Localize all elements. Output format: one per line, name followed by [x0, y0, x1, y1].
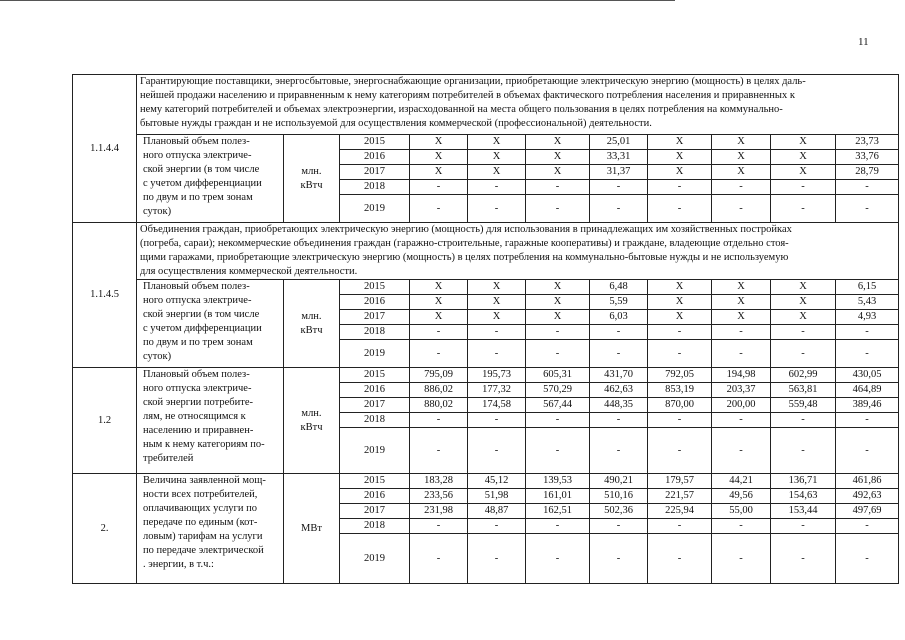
- value-cell: 177,32: [468, 383, 526, 398]
- value-cell: X: [712, 295, 771, 310]
- value-cell: X: [468, 150, 526, 165]
- value-cell: 880,02: [410, 398, 468, 413]
- value-cell: -: [468, 413, 526, 428]
- unit-cell: [284, 368, 340, 474]
- value-cell: -: [712, 428, 771, 474]
- year-cell: 2016: [340, 295, 410, 310]
- value-cell: -: [410, 413, 468, 428]
- value-cell: X: [526, 135, 590, 150]
- year-cell: 2017: [340, 310, 410, 325]
- value-cell: 195,73: [468, 368, 526, 383]
- value-cell: -: [836, 413, 899, 428]
- indicator-name-text-line: суток): [143, 351, 172, 362]
- value-cell: -: [410, 519, 468, 534]
- value-cell: 44,21: [712, 474, 771, 489]
- value-cell: 795,09: [410, 368, 468, 383]
- year-cell: 2017: [340, 165, 410, 180]
- description-text-line: (погреба, сараи); некоммерческие объединения граждан (гаражно-строительные, гаражные кооперативы) и граждане, владеющие отдельно стоя-: [140, 238, 789, 249]
- value-cell: 136,71: [771, 474, 836, 489]
- description-text: [140, 223, 895, 279]
- value-cell: -: [468, 519, 526, 534]
- value-cell: -: [712, 180, 771, 195]
- value-cell: -: [526, 413, 590, 428]
- year-cell: 2016: [340, 150, 410, 165]
- description-text-line: щими гаражами, приобретающие электрическую энергию (мощность) в целях потребления на коммунально-бытовые нужды и не используемую: [140, 252, 789, 263]
- value-cell: X: [648, 310, 712, 325]
- value-cell: -: [590, 534, 648, 584]
- value-cell: 431,70: [590, 368, 648, 383]
- value-cell: 570,29: [526, 383, 590, 398]
- value-cell: -: [410, 534, 468, 584]
- value-cell: 28,79: [836, 165, 899, 180]
- table-row: [73, 135, 899, 150]
- value-cell: 33,76: [836, 150, 899, 165]
- value-cell: 510,16: [590, 489, 648, 504]
- description-text-line: нейшей продажи населению и приравненным к нему категориям потребителей в объемах фактического потребления населения и приравненных к: [140, 90, 795, 101]
- unit-text-line: млн.: [301, 310, 322, 322]
- section-number: 2.: [73, 474, 137, 584]
- value-cell: 567,44: [526, 398, 590, 413]
- value-cell: X: [468, 295, 526, 310]
- value-cell: -: [526, 340, 590, 368]
- value-cell: X: [712, 150, 771, 165]
- value-cell: -: [410, 428, 468, 474]
- indicator-name-text: [143, 135, 280, 219]
- value-cell: -: [771, 180, 836, 195]
- top-rule: [0, 0, 675, 1]
- year-cell: 2015: [340, 135, 410, 150]
- indicator-name: [137, 368, 284, 474]
- indicator-name-text-line: требителей: [143, 453, 194, 464]
- value-cell: 5,59: [590, 295, 648, 310]
- table-row: [73, 280, 899, 295]
- value-cell: -: [771, 428, 836, 474]
- value-cell: 162,51: [526, 504, 590, 519]
- value-cell: -: [526, 534, 590, 584]
- value-cell: -: [648, 519, 712, 534]
- section-description-row: [73, 223, 899, 280]
- value-cell: 194,98: [712, 368, 771, 383]
- page-number: 11: [858, 36, 869, 48]
- unit-text-line: кВтч: [300, 421, 323, 433]
- year-cell: 2018: [340, 325, 410, 340]
- value-cell: 462,63: [590, 383, 648, 398]
- value-cell: 231,98: [410, 504, 468, 519]
- value-cell: -: [712, 413, 771, 428]
- value-cell: -: [771, 340, 836, 368]
- value-cell: -: [712, 195, 771, 223]
- indicator-name-text: [143, 368, 280, 466]
- value-cell: -: [468, 195, 526, 223]
- indicator-name-text-line: передаче по единым (кот-: [143, 517, 258, 528]
- year-cell: 2015: [340, 368, 410, 383]
- value-cell: -: [771, 325, 836, 340]
- value-cell: -: [836, 534, 899, 584]
- value-cell: X: [712, 165, 771, 180]
- value-cell: 225,94: [648, 504, 712, 519]
- unit-text: [284, 522, 339, 536]
- value-cell: X: [771, 280, 836, 295]
- indicator-name-text: [143, 474, 280, 572]
- value-cell: X: [712, 280, 771, 295]
- section-number: 1.1.4.5: [73, 223, 137, 368]
- indicator-name-text-line: оплачивающих услуги по: [143, 503, 257, 514]
- value-cell: 33,31: [590, 150, 648, 165]
- value-cell: 490,21: [590, 474, 648, 489]
- year-cell: 2017: [340, 504, 410, 519]
- value-cell: 153,44: [771, 504, 836, 519]
- section-description: [137, 223, 899, 280]
- year-cell: 2019: [340, 534, 410, 584]
- value-cell: -: [648, 413, 712, 428]
- value-cell: -: [590, 325, 648, 340]
- value-cell: -: [648, 180, 712, 195]
- value-cell: -: [712, 519, 771, 534]
- table-body: [73, 75, 899, 584]
- indicator-name-text-line: по двум и по трем зонам: [143, 337, 253, 348]
- indicator-name-text-line: Плановый объем полез-: [143, 136, 250, 147]
- value-cell: -: [648, 534, 712, 584]
- description-text-line: нему категорий потребителей и объемах электроэнергии, израсходованной на места общего пользования в целях потребления на коммунально-: [140, 104, 783, 115]
- value-cell: -: [712, 534, 771, 584]
- value-cell: X: [526, 310, 590, 325]
- unit-text-line: МВт: [301, 522, 322, 534]
- value-cell: X: [526, 295, 590, 310]
- indicator-name-text-line: ской энергии (в том числе: [143, 309, 260, 320]
- table-row: [73, 368, 899, 383]
- tariff-table: [72, 74, 899, 584]
- value-cell: -: [590, 413, 648, 428]
- description-text-line: для осуществления коммерческой деятельности.: [140, 266, 358, 277]
- value-cell: 605,31: [526, 368, 590, 383]
- unit-cell: [284, 135, 340, 223]
- year-cell: 2016: [340, 489, 410, 504]
- value-cell: -: [836, 325, 899, 340]
- value-cell: X: [712, 310, 771, 325]
- value-cell: 139,53: [526, 474, 590, 489]
- value-cell: -: [590, 180, 648, 195]
- unit-text-line: кВтч: [300, 179, 323, 191]
- indicator-name-text-line: с учетом дифференциации: [143, 323, 262, 334]
- value-cell: -: [526, 180, 590, 195]
- value-cell: -: [468, 325, 526, 340]
- value-cell: 870,00: [648, 398, 712, 413]
- value-cell: 183,28: [410, 474, 468, 489]
- indicator-name-text-line: населению и приравнен-: [143, 425, 254, 436]
- indicator-name-text-line: ности всех потребителей,: [143, 489, 258, 500]
- value-cell: -: [590, 428, 648, 474]
- value-cell: -: [648, 340, 712, 368]
- value-cell: X: [468, 165, 526, 180]
- value-cell: 221,57: [648, 489, 712, 504]
- year-cell: 2019: [340, 340, 410, 368]
- indicator-name-text-line: Величина заявленной мощ-: [143, 475, 266, 486]
- value-cell: -: [771, 519, 836, 534]
- unit-cell: [284, 474, 340, 584]
- indicator-name: [137, 135, 284, 223]
- value-cell: X: [410, 310, 468, 325]
- value-cell: 6,03: [590, 310, 648, 325]
- unit-text-line: млн.: [301, 165, 322, 177]
- section-description: [137, 75, 899, 135]
- value-cell: 25,01: [590, 135, 648, 150]
- value-cell: -: [712, 325, 771, 340]
- indicator-name-text-line: по двум и по трем зонам: [143, 192, 253, 203]
- indicator-name-text-line: ской энергии (в том числе: [143, 164, 260, 175]
- value-cell: -: [648, 325, 712, 340]
- value-cell: X: [771, 310, 836, 325]
- value-cell: 502,36: [590, 504, 648, 519]
- value-cell: 492,63: [836, 489, 899, 504]
- value-cell: -: [836, 180, 899, 195]
- indicator-name-text-line: ного отпуска электриче-: [143, 383, 252, 394]
- value-cell: 461,86: [836, 474, 899, 489]
- indicator-name-text-line: ного отпуска электриче-: [143, 150, 252, 161]
- value-cell: 6,15: [836, 280, 899, 295]
- value-cell: X: [771, 135, 836, 150]
- value-cell: -: [526, 519, 590, 534]
- value-cell: -: [712, 340, 771, 368]
- value-cell: -: [836, 428, 899, 474]
- unit-text: [284, 407, 339, 435]
- indicator-name-text-line: Плановый объем полез-: [143, 369, 250, 380]
- value-cell: 464,89: [836, 383, 899, 398]
- value-cell: 389,46: [836, 398, 899, 413]
- value-cell: 4,93: [836, 310, 899, 325]
- value-cell: X: [410, 280, 468, 295]
- indicator-name-text-line: лям, не относящимся к: [143, 411, 246, 422]
- value-cell: X: [712, 135, 771, 150]
- table-row: [73, 474, 899, 489]
- value-cell: -: [836, 340, 899, 368]
- value-cell: -: [468, 180, 526, 195]
- year-cell: 2015: [340, 280, 410, 295]
- value-cell: -: [590, 195, 648, 223]
- value-cell: X: [468, 135, 526, 150]
- value-cell: 563,81: [771, 383, 836, 398]
- indicator-name-text-line: по передаче электрической: [143, 545, 264, 556]
- value-cell: 31,37: [590, 165, 648, 180]
- value-cell: 448,35: [590, 398, 648, 413]
- value-cell: X: [526, 150, 590, 165]
- value-cell: -: [771, 534, 836, 584]
- value-cell: 559,48: [771, 398, 836, 413]
- indicator-name: [137, 474, 284, 584]
- value-cell: X: [410, 165, 468, 180]
- value-cell: -: [468, 340, 526, 368]
- value-cell: X: [410, 135, 468, 150]
- value-cell: -: [648, 195, 712, 223]
- value-cell: X: [526, 165, 590, 180]
- value-cell: 49,56: [712, 489, 771, 504]
- value-cell: -: [410, 180, 468, 195]
- value-cell: -: [468, 428, 526, 474]
- value-cell: -: [771, 195, 836, 223]
- value-cell: X: [648, 135, 712, 150]
- value-cell: X: [648, 165, 712, 180]
- indicator-name-text-line: Плановый объем полез-: [143, 281, 250, 292]
- value-cell: -: [410, 325, 468, 340]
- value-cell: 430,05: [836, 368, 899, 383]
- year-cell: 2016: [340, 383, 410, 398]
- value-cell: 792,05: [648, 368, 712, 383]
- unit-text-line: кВтч: [300, 324, 323, 336]
- description-text: [140, 75, 895, 131]
- value-cell: -: [590, 519, 648, 534]
- section-number: 1.2: [73, 368, 137, 474]
- value-cell: X: [771, 165, 836, 180]
- value-cell: X: [410, 295, 468, 310]
- value-cell: 154,63: [771, 489, 836, 504]
- indicator-name-text-line: ской энергии потребите-: [143, 397, 253, 408]
- unit-text: [284, 165, 339, 193]
- indicator-name: [137, 280, 284, 368]
- value-cell: 161,01: [526, 489, 590, 504]
- year-cell: 2018: [340, 180, 410, 195]
- unit-text: [284, 310, 339, 338]
- value-cell: X: [410, 150, 468, 165]
- value-cell: -: [771, 413, 836, 428]
- value-cell: -: [468, 534, 526, 584]
- value-cell: 200,00: [712, 398, 771, 413]
- value-cell: 174,58: [468, 398, 526, 413]
- value-cell: 51,98: [468, 489, 526, 504]
- year-cell: 2019: [340, 428, 410, 474]
- value-cell: 6,48: [590, 280, 648, 295]
- value-cell: X: [771, 150, 836, 165]
- year-cell: 2018: [340, 413, 410, 428]
- value-cell: 203,37: [712, 383, 771, 398]
- indicator-name-text-line: суток): [143, 206, 172, 217]
- value-cell: -: [526, 428, 590, 474]
- value-cell: 5,43: [836, 295, 899, 310]
- description-text-line: бытовые нужды граждан и не используемой для осуществления коммерческой (профессиональной) деятельности.: [140, 118, 652, 129]
- value-cell: X: [648, 150, 712, 165]
- value-cell: -: [648, 428, 712, 474]
- value-cell: -: [410, 195, 468, 223]
- value-cell: 179,57: [648, 474, 712, 489]
- year-cell: 2018: [340, 519, 410, 534]
- indicator-name-text-line: с учетом дифференциации: [143, 178, 262, 189]
- year-cell: 2019: [340, 195, 410, 223]
- unit-text-line: млн.: [301, 407, 322, 419]
- value-cell: 497,69: [836, 504, 899, 519]
- value-cell: X: [526, 280, 590, 295]
- value-cell: 886,02: [410, 383, 468, 398]
- value-cell: -: [590, 340, 648, 368]
- value-cell: -: [410, 340, 468, 368]
- value-cell: 55,00: [712, 504, 771, 519]
- value-cell: X: [648, 280, 712, 295]
- value-cell: -: [526, 195, 590, 223]
- value-cell: -: [836, 195, 899, 223]
- value-cell: 23,73: [836, 135, 899, 150]
- value-cell: X: [648, 295, 712, 310]
- description-text-line: Гарантирующие поставщики, энергосбытовые, энергоснабжающие организации, приобретающие электрическую энергию (мощность) в целях даль-: [140, 76, 806, 87]
- indicator-name-text-line: ловым) тарифам на услуги: [143, 531, 263, 542]
- value-cell: 233,56: [410, 489, 468, 504]
- value-cell: -: [526, 325, 590, 340]
- value-cell: 45,12: [468, 474, 526, 489]
- indicator-name-text: [143, 280, 280, 364]
- year-cell: 2015: [340, 474, 410, 489]
- value-cell: X: [468, 310, 526, 325]
- section-description-row: [73, 75, 899, 135]
- description-text-line: Объединения граждан, приобретающих электрическую энергию (мощность) для использования в принадлежащих им хозяйственных постройках: [140, 224, 792, 235]
- unit-cell: [284, 280, 340, 368]
- value-cell: X: [468, 280, 526, 295]
- section-number: 1.1.4.4: [73, 75, 137, 223]
- indicator-name-text-line: ным к нему категориям по-: [143, 439, 265, 450]
- value-cell: 48,87: [468, 504, 526, 519]
- value-cell: 853,19: [648, 383, 712, 398]
- value-cell: X: [771, 295, 836, 310]
- indicator-name-text-line: ного отпуска электриче-: [143, 295, 252, 306]
- value-cell: 602,99: [771, 368, 836, 383]
- indicator-name-text-line: . энергии, в т.ч.:: [143, 559, 214, 570]
- value-cell: -: [836, 519, 899, 534]
- year-cell: 2017: [340, 398, 410, 413]
